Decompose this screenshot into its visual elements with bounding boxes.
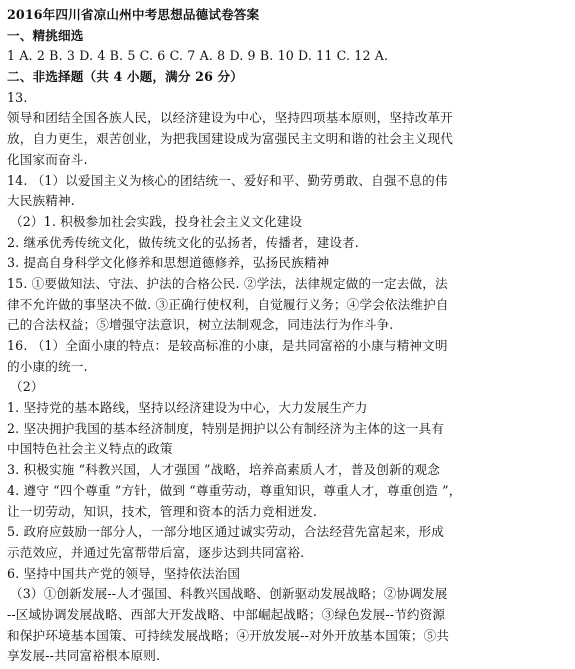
answer-line: 放，自力更生，艰苦创业，为把我国建设成为富强民主文明和谐的社会主义现代 [7,131,454,147]
answer-line: 和保护环境基本国策、可持续发展战略；④开放发展--对外开放基本国策；⑤共 [7,627,450,643]
answer-line: 15. ①要做知法、守法、护法的合格公民. ②学法，法律规定做的一定去做，法 [7,275,448,291]
answer-line: 16. （1）全面小康的特点：是较高标准的小康，是共同富裕的小康与精神文明 [7,338,448,353]
answer-line: 己的合法权益；⑤增强守法意识，树立法制观念，同违法行为作斗争. [7,317,394,333]
answer-line: 3. 积极实施 “科教兴国，人才强国 ”战略，培养高素质人才，普及创新的观念 [7,462,441,478]
answer-line: 2. 继承优秀传统文化，做传统文化的弘扬者，传播者，建设者. [7,234,359,250]
section-1-answers: 1 A. 2 B. 3 D. 4 B. 5 C. 6 C. 7 A. 8 D. 9 B. 10 D. 11 C. 12 A. [7,48,389,64]
section-2-heading: 二、非选择题（共 4 小题，满分 26 分） [7,69,244,85]
answer-line: 让一切劳动，知识，技术，管理和资本的活力竞相迸发. [7,503,318,519]
answer-line: 的小康的统一. [7,358,88,374]
answer-line: （2）1. 积极参加社会实践，投身社会主义文化建设 [10,213,303,229]
answer-line: （2） [10,379,44,395]
answer-line: 13. [7,89,28,105]
answer-line: 律不允许做的事坚决不做. ③正确行使权利，自觉履行义务；④学会依法维护自 [7,296,449,312]
answer-line: 2. 坚决拥护我国的基本经济制度，特别是拥护以公有制经济为主体的这一具有 [7,420,445,436]
answer-line: 4. 遵守 “四个尊重 ”方针，做到 “尊重劳动，尊重知识，尊重人才，尊重创造 ”， [7,482,462,498]
answer-line: 享发展--共同富裕根本原则. [7,648,161,664]
document-title: 2016年四川省凉山州中考思想品德试卷答案 [7,7,260,22]
section-1-heading: 一、精挑细选 [7,27,84,43]
answer-line: 5. 政府应鼓励一部分人，一部分地区通过诚实劳动，合法经营先富起来，形成 [7,524,445,540]
answer-line: 6. 坚持中国共产党的领导，坚持依法治国 [7,565,241,581]
answer-line: 大民族精神. [7,193,75,209]
answer-line: 中国特色社会主义特点的政策 [7,441,173,457]
answer-line: 3. 提高自身科学文化修养和思想道德修养，弘扬民族精神 [7,255,330,271]
answer-line: 领导和团结全国各族人民，以经济建设为中心，坚持四项基本原则，坚持改革开 [7,110,454,126]
answer-line: （3）①创新发展--人才强国、科教兴国战略、创新驱动发展战略；②协调发展 [10,586,448,602]
answer-line: 化国家而奋斗. [7,151,88,167]
answer-line: 1. 坚持党的基本路线，坚持以经济建设为中心，大力发展生产力 [7,400,368,416]
answer-line: --区域协调发展战略、西部大开发战略、中部崛起战略；③绿色发展--节约资源 [7,606,446,622]
answer-line: 14. （1）以爱国主义为核心的团结统一、爱好和平、勤劳勇敢、自强不息的伟 [7,172,448,188]
answer-line: 示范效应，并通过先富帮带后富，逐步达到共同富裕. [7,544,305,560]
